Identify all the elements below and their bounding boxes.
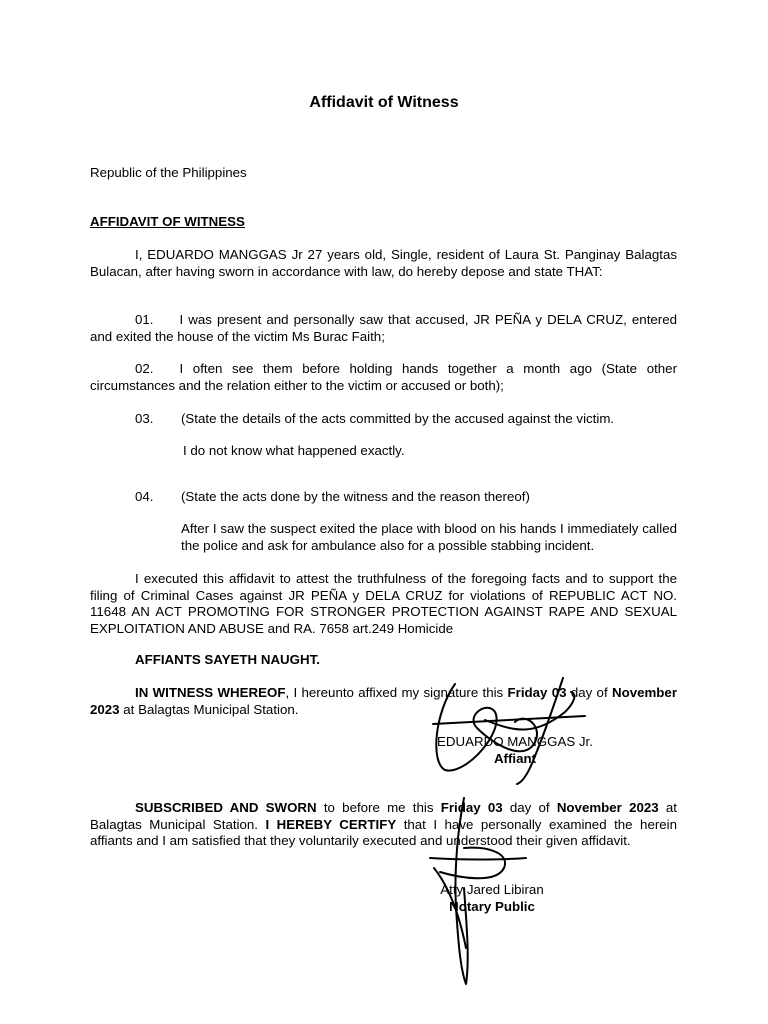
witness-text: , I hereunto affixed my signature this [285, 685, 508, 700]
item-number: 04. [135, 489, 154, 504]
witness-lead: IN WITNESS WHEREOF [135, 685, 286, 700]
item-text: (State the acts done by the witness and the reason thereof) [181, 489, 530, 504]
affiant-name: EDUARDO MANGGAS Jr. [437, 734, 593, 749]
sayeth-naught: AFFIANTS SAYETH NAUGHT. [135, 652, 320, 667]
notary-signature [420, 788, 540, 988]
notary-name: Atty Jared Libiran [440, 882, 544, 897]
affiant-role: Affiant [493, 750, 537, 766]
affidavit-heading: AFFIDAVIT OF WITNESS [90, 214, 245, 229]
sworn-certify: I HEREBY CERTIFY [265, 816, 397, 832]
sworn-text: that I have personally examined the herein affiants and I am satisfied that they voluntarily executed and understood their given affidavit. [90, 816, 678, 848]
sworn-text: to before me this [316, 800, 441, 815]
witness-text: at Balagtas Municipal Station. [119, 701, 299, 717]
item-text: I was present and personally saw that accused, JR PEÑA y DELA CRUZ, entered and exited the house of the victim Ms Burac Faith; [90, 312, 677, 344]
sworn-text: day of [502, 800, 557, 815]
subscribed-sworn-paragraph [90, 800, 677, 850]
witness-month: November 2023 [90, 685, 677, 717]
item-text: I often see them before holding hands together a month ago (State other circumstances and the relation either to the victim or accused or both); [90, 361, 677, 393]
item-answer: I do not know what happened exactly. [183, 443, 405, 458]
item-01 [90, 312, 677, 345]
intro-paragraph: I, EDUARDO MANGGAS Jr 27 years old, Single, resident of Laura St. Panginay Balagtas Bulacan, after having sworn in accordance with law, do hereby depose and state THAT: [90, 247, 677, 279]
item-number: 02. [135, 361, 154, 376]
execution-paragraph: I executed this affidavit to attest the truthfulness of the foregoing facts and to support the filing of Criminal Cases against JR PEÑA y DELA CRUZ for violations of REPUBLIC ACT NO. 11648 AN ACT PROMOTING FOR STRONGER PROTECTION AGAINST RAPE AND SEXUAL EXPLOITATION AND ABUSE and RA. 7658 art.249 Homicide [90, 571, 677, 636]
notary-role: Notary Public [449, 898, 535, 914]
witness-date: Friday 03 [507, 685, 567, 700]
item-text: (State the details of the acts committed by the accused against the victim. [181, 411, 615, 426]
witness-text: day of [566, 685, 612, 700]
sworn-date: Friday 03 [440, 800, 503, 815]
document-title: Affidavit of Witness [309, 94, 459, 111]
sworn-month: November 2023 [556, 800, 659, 815]
affiant-signature [425, 672, 625, 792]
item-number: 03. [135, 411, 154, 426]
item-number: 01. [135, 312, 154, 327]
sworn-text: at Balagtas Municipal Station. [90, 800, 677, 832]
item-02 [90, 361, 677, 394]
sworn-lead: SUBSCRIBED AND SWORN [135, 800, 317, 815]
item-answer: After I saw the suspect exited the place with blood on his hands I immediately called the police and ask for ambulance also for a possible stabbing incident. [181, 521, 677, 553]
country-line: Republic of the Philippines [90, 165, 247, 180]
